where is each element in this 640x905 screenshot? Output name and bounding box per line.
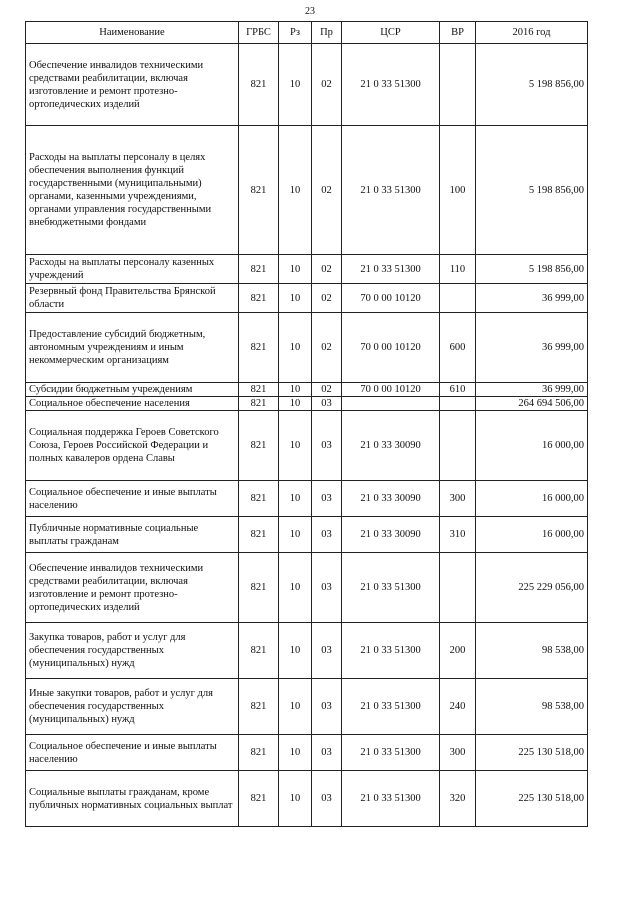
cell-pr: 03 bbox=[312, 397, 342, 411]
cell-rz: 10 bbox=[279, 397, 312, 411]
table-row bbox=[26, 481, 588, 517]
cell-sum: 5 198 856,00 bbox=[476, 44, 588, 126]
cell-name: Социальное обеспечение населения bbox=[26, 397, 239, 411]
cell-vr: 320 bbox=[440, 771, 476, 827]
cell-csr: 21 0 33 51300 bbox=[342, 679, 440, 735]
cell-sum: 5 198 856,00 bbox=[476, 255, 588, 284]
cell-sum: 16 000,00 bbox=[476, 517, 588, 553]
table-row bbox=[26, 126, 588, 255]
table-row bbox=[26, 679, 588, 735]
cell-name: Расходы на выплаты персоналу в целях обеспечения выполнения функций государственными (муниципальными) органами, казенными учреждениями, органами управления государственными внебюджетными фондами bbox=[26, 126, 239, 255]
cell-name: Иные закупки товаров, работ и услуг для обеспечения государственных (муниципальных) нужд bbox=[26, 679, 239, 735]
cell-vr: 110 bbox=[440, 255, 476, 284]
cell-vr: 310 bbox=[440, 517, 476, 553]
header-pr: Пр bbox=[312, 22, 342, 44]
cell-csr: 21 0 33 30090 bbox=[342, 481, 440, 517]
cell-name: Социальная поддержка Героев Советского Союза, Героев Российской Федерации и полных кавалеров ордена Славы bbox=[26, 411, 239, 481]
cell-sum: 36 999,00 bbox=[476, 313, 588, 383]
cell-sum: 16 000,00 bbox=[476, 481, 588, 517]
cell-name: Социальное обеспечение и иные выплаты населению bbox=[26, 481, 239, 517]
cell-vr bbox=[440, 411, 476, 481]
cell-rz: 10 bbox=[279, 481, 312, 517]
cell-sum: 36 999,00 bbox=[476, 284, 588, 313]
cell-grbs: 821 bbox=[239, 553, 279, 623]
table-row bbox=[26, 313, 588, 383]
cell-name: Закупка товаров, работ и услуг для обеспечения государственных (муниципальных) нужд bbox=[26, 623, 239, 679]
table-row bbox=[26, 383, 588, 397]
cell-csr: 21 0 33 51300 bbox=[342, 255, 440, 284]
cell-pr: 03 bbox=[312, 553, 342, 623]
table-row bbox=[26, 553, 588, 623]
cell-name: Предоставление субсидий бюджетным, автономным учреждениям и иным некоммерческим организациям bbox=[26, 313, 239, 383]
cell-sum: 98 538,00 bbox=[476, 623, 588, 679]
cell-name: Резервный фонд Правительства Брянской области bbox=[26, 284, 239, 313]
cell-pr: 02 bbox=[312, 44, 342, 126]
cell-rz: 10 bbox=[279, 44, 312, 126]
cell-grbs: 821 bbox=[239, 411, 279, 481]
cell-csr bbox=[342, 397, 440, 411]
cell-sum: 225 130 518,00 bbox=[476, 771, 588, 827]
cell-name: Социальное обеспечение и иные выплаты населению bbox=[26, 735, 239, 771]
header-grbs: ГРБС bbox=[239, 22, 279, 44]
cell-pr: 02 bbox=[312, 284, 342, 313]
cell-sum: 5 198 856,00 bbox=[476, 126, 588, 255]
cell-sum: 225 130 518,00 bbox=[476, 735, 588, 771]
cell-pr: 03 bbox=[312, 411, 342, 481]
cell-grbs: 821 bbox=[239, 481, 279, 517]
cell-csr: 21 0 33 51300 bbox=[342, 623, 440, 679]
cell-pr: 03 bbox=[312, 517, 342, 553]
table-row bbox=[26, 771, 588, 827]
cell-rz: 10 bbox=[279, 771, 312, 827]
cell-sum: 225 229 056,00 bbox=[476, 553, 588, 623]
page-number: 23 bbox=[305, 6, 315, 17]
cell-csr: 21 0 33 51300 bbox=[342, 771, 440, 827]
cell-vr: 300 bbox=[440, 481, 476, 517]
cell-vr bbox=[440, 397, 476, 411]
cell-sum: 264 694 506,00 bbox=[476, 397, 588, 411]
table-row bbox=[26, 255, 588, 284]
cell-rz: 10 bbox=[279, 126, 312, 255]
header-csr: ЦСР bbox=[342, 22, 440, 44]
cell-name: Субсидии бюджетным учреждениям bbox=[26, 383, 239, 397]
cell-csr: 21 0 33 30090 bbox=[342, 517, 440, 553]
header-vr: ВР bbox=[440, 22, 476, 44]
cell-csr: 70 0 00 10120 bbox=[342, 313, 440, 383]
table-row bbox=[26, 411, 588, 481]
table-row bbox=[26, 284, 588, 313]
cell-vr: 300 bbox=[440, 735, 476, 771]
table-row bbox=[26, 44, 588, 126]
cell-rz: 10 bbox=[279, 517, 312, 553]
cell-grbs: 821 bbox=[239, 126, 279, 255]
cell-pr: 03 bbox=[312, 623, 342, 679]
cell-rz: 10 bbox=[279, 735, 312, 771]
cell-vr: 240 bbox=[440, 679, 476, 735]
cell-csr: 70 0 00 10120 bbox=[342, 383, 440, 397]
cell-vr bbox=[440, 44, 476, 126]
cell-rz: 10 bbox=[279, 623, 312, 679]
cell-csr: 21 0 33 51300 bbox=[342, 44, 440, 126]
cell-grbs: 821 bbox=[239, 679, 279, 735]
cell-grbs: 821 bbox=[239, 313, 279, 383]
cell-vr bbox=[440, 553, 476, 623]
cell-pr: 03 bbox=[312, 481, 342, 517]
cell-rz: 10 bbox=[279, 553, 312, 623]
cell-sum: 36 999,00 bbox=[476, 383, 588, 397]
cell-vr: 200 bbox=[440, 623, 476, 679]
cell-name: Обеспечение инвалидов техническими средствами реабилитации, включая изготовление и ремонт протезно-ортопедических изделий bbox=[26, 44, 239, 126]
cell-grbs: 821 bbox=[239, 771, 279, 827]
cell-rz: 10 bbox=[279, 383, 312, 397]
cell-rz: 10 bbox=[279, 313, 312, 383]
table-row bbox=[26, 623, 588, 679]
cell-name: Публичные нормативные социальные выплаты гражданам bbox=[26, 517, 239, 553]
cell-rz: 10 bbox=[279, 284, 312, 313]
cell-csr: 21 0 33 51300 bbox=[342, 735, 440, 771]
cell-grbs: 821 bbox=[239, 255, 279, 284]
cell-grbs: 821 bbox=[239, 284, 279, 313]
cell-name: Расходы на выплаты персоналу казенных учреждений bbox=[26, 255, 239, 284]
cell-grbs: 821 bbox=[239, 735, 279, 771]
cell-vr: 600 bbox=[440, 313, 476, 383]
cell-sum: 16 000,00 bbox=[476, 411, 588, 481]
cell-rz: 10 bbox=[279, 255, 312, 284]
header-rz: Рз bbox=[279, 22, 312, 44]
cell-rz: 10 bbox=[279, 679, 312, 735]
cell-pr: 02 bbox=[312, 383, 342, 397]
cell-grbs: 821 bbox=[239, 383, 279, 397]
cell-csr: 21 0 33 51300 bbox=[342, 553, 440, 623]
cell-pr: 02 bbox=[312, 126, 342, 255]
cell-pr: 02 bbox=[312, 255, 342, 284]
cell-grbs: 821 bbox=[239, 623, 279, 679]
cell-pr: 03 bbox=[312, 735, 342, 771]
table-header-row bbox=[26, 22, 588, 44]
cell-name: Социальные выплаты гражданам, кроме публичных нормативных социальных выплат bbox=[26, 771, 239, 827]
cell-rz: 10 bbox=[279, 411, 312, 481]
table-row bbox=[26, 397, 588, 411]
cell-csr: 21 0 33 30090 bbox=[342, 411, 440, 481]
cell-csr: 70 0 00 10120 bbox=[342, 284, 440, 313]
header-year: 2016 год bbox=[476, 22, 588, 44]
cell-grbs: 821 bbox=[239, 397, 279, 411]
cell-pr: 03 bbox=[312, 679, 342, 735]
budget-table bbox=[25, 21, 588, 827]
cell-vr: 100 bbox=[440, 126, 476, 255]
table-row bbox=[26, 517, 588, 553]
cell-vr: 610 bbox=[440, 383, 476, 397]
cell-csr: 21 0 33 51300 bbox=[342, 126, 440, 255]
header-name: Наименование bbox=[26, 22, 239, 44]
cell-pr: 03 bbox=[312, 771, 342, 827]
cell-vr bbox=[440, 284, 476, 313]
cell-name: Обеспечение инвалидов техническими средствами реабилитации, включая изготовление и ремонт протезно-ортопедических изделий bbox=[26, 553, 239, 623]
cell-grbs: 821 bbox=[239, 44, 279, 126]
table-row bbox=[26, 735, 588, 771]
cell-pr: 02 bbox=[312, 313, 342, 383]
cell-sum: 98 538,00 bbox=[476, 679, 588, 735]
cell-grbs: 821 bbox=[239, 517, 279, 553]
